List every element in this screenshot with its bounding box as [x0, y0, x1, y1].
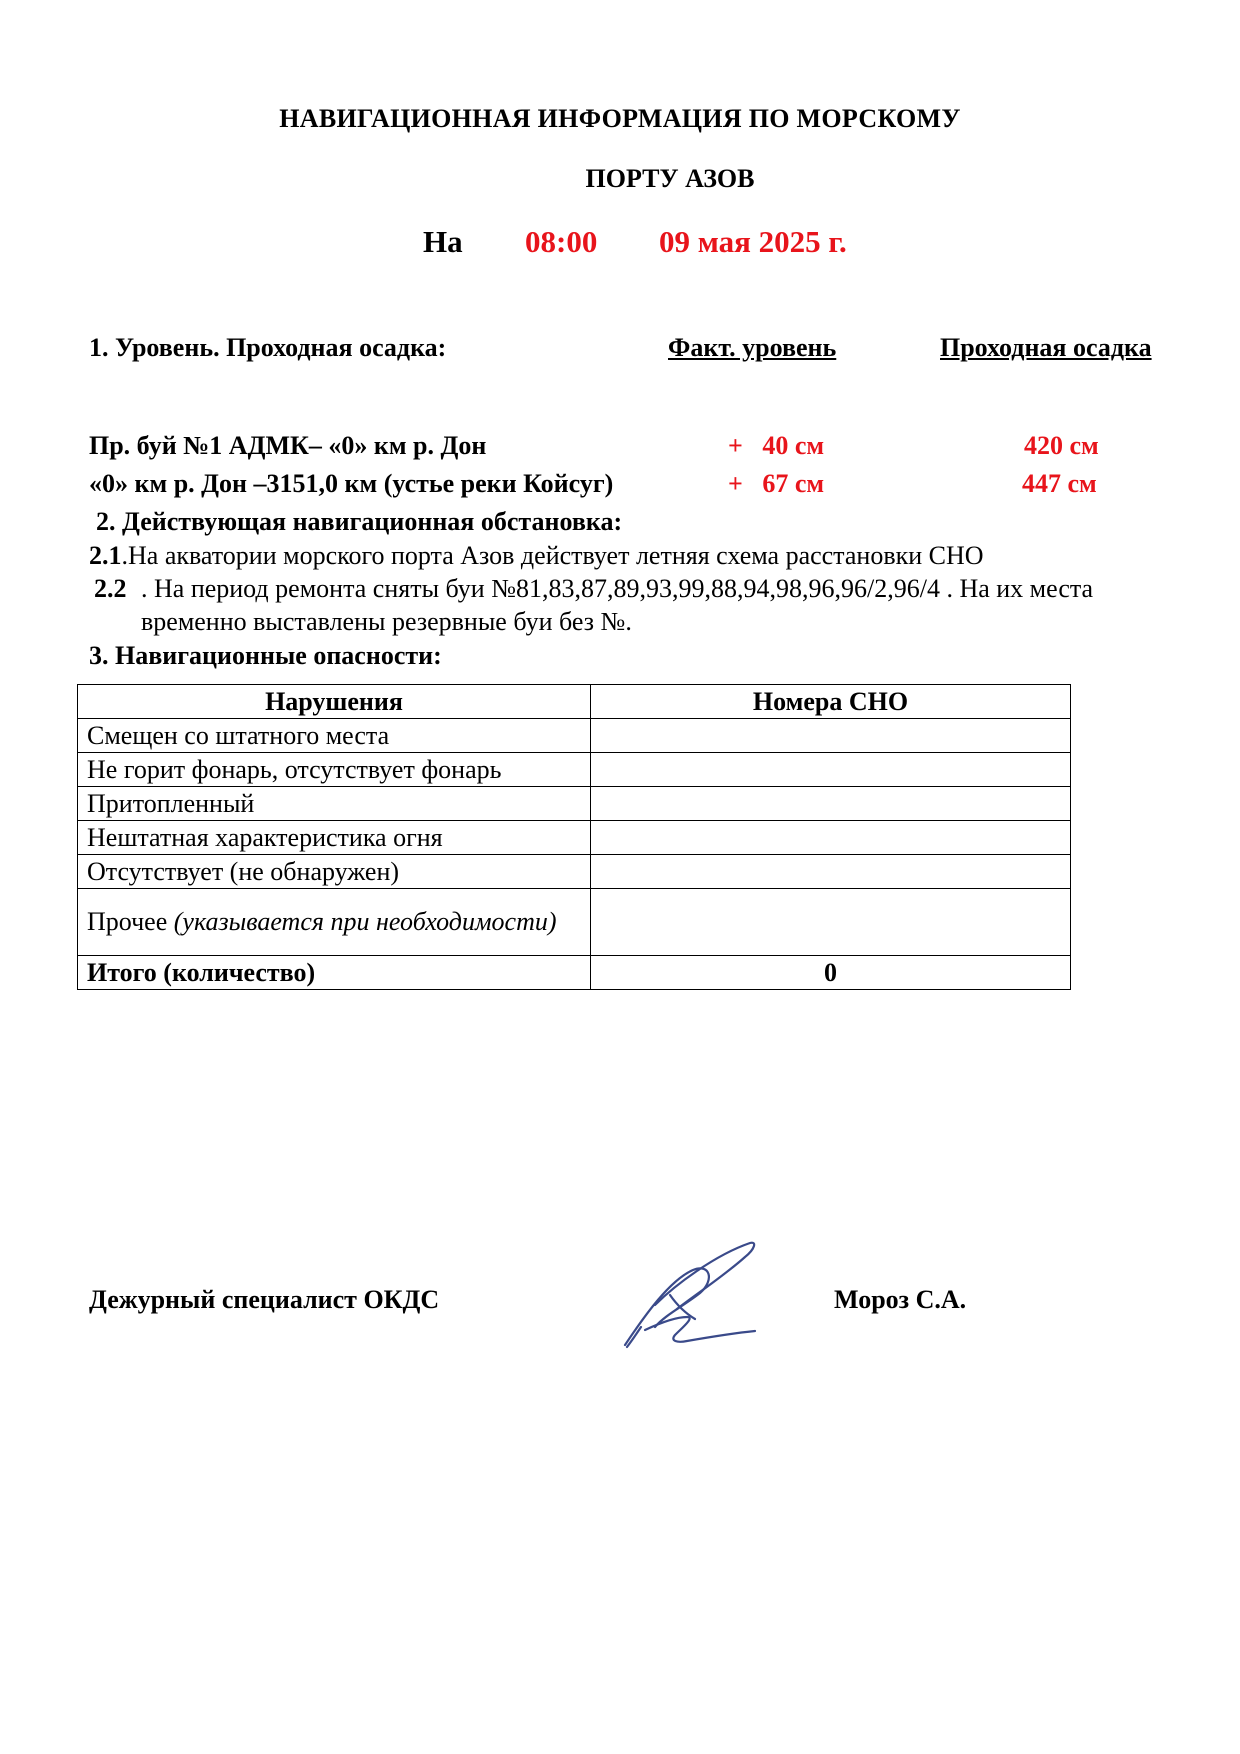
column-heading-level: Факт. уровень	[668, 333, 837, 362]
item-2-2-text: . На период ремонта сняты буи №81,83,87,89,93,99,88,94,98,96,96/2,96/4 . На их места	[141, 574, 1094, 603]
numbers-cell	[591, 889, 1071, 956]
title-line-1: НАВИГАЦИОННАЯ ИНФОРМАЦИЯ ПО МОРСКОМУ	[279, 104, 961, 133]
numbers-cell	[591, 855, 1071, 889]
table-header-numbers: Номера СНО	[591, 685, 1071, 719]
other-violation-cell	[78, 889, 591, 956]
duty-specialist-role: Дежурный специалист ОКДС	[89, 1285, 440, 1314]
table-row	[78, 753, 1071, 787]
title-line-2: ПОРТУ АЗОВ	[585, 164, 755, 193]
violation-cell: Смещен со штатного места	[78, 719, 591, 753]
violation-cell: Не горит фонарь, отсутствует фонарь	[78, 753, 591, 787]
item-2-2-text-cont: временно выставлены резервные буи без №.	[141, 607, 632, 636]
violation-cell: Притопленный	[78, 787, 591, 821]
section-1-heading: 1. Уровень. Проходная осадка:	[89, 333, 447, 362]
numbers-cell	[591, 753, 1071, 787]
numbers-cell	[591, 821, 1071, 855]
signature-image	[615, 1235, 775, 1355]
table-row-other	[78, 889, 1071, 956]
table-header-row	[78, 685, 1071, 719]
report-time: 08:00	[525, 224, 598, 259]
table-header-violations: Нарушения	[78, 685, 591, 719]
duty-specialist-name: Мороз С.А.	[834, 1285, 967, 1314]
draft-row-value: 447 см	[1022, 469, 1097, 498]
column-heading-draft: Проходная осадка	[940, 333, 1152, 362]
numbers-cell	[591, 787, 1071, 821]
total-value: 0	[591, 956, 1071, 990]
hazards-table	[77, 684, 1071, 990]
item-2-1	[89, 541, 984, 571]
item-2-2-number: 2.2	[94, 574, 127, 603]
table-row	[78, 719, 1071, 753]
section-3-heading: 3. Навигационные опасности:	[89, 641, 442, 670]
violation-cell: Отсутствует (не обнаружен)	[78, 855, 591, 889]
draft-row-value: 420 см	[1024, 431, 1099, 460]
item-2-1-text: .На акватории морского порта Азов действует летняя схема расстановки СНО	[121, 541, 984, 570]
table-row-total	[78, 956, 1071, 990]
level-row-label: «0» км р. Дон –3151,0 км (устье реки Койсуг)	[89, 469, 614, 498]
section-2-heading: 2. Действующая навигационная обстановка:	[96, 507, 623, 536]
table-row	[78, 787, 1071, 821]
other-label: Прочее	[87, 907, 174, 936]
total-label: Итого (количество)	[78, 956, 591, 990]
report-date: 09 мая 2025 г.	[659, 224, 847, 259]
violation-cell: Нештатная характеристика огня	[78, 821, 591, 855]
date-prefix: На	[423, 224, 463, 259]
numbers-cell	[591, 719, 1071, 753]
item-2-1-number: 2.1	[89, 541, 122, 570]
level-row-label: Пр. буй №1 АДМК– «0» км р. Дон	[89, 431, 487, 460]
table-row	[78, 821, 1071, 855]
level-row-value: + 40 см	[728, 431, 825, 460]
table-row	[78, 855, 1071, 889]
other-note: (указывается при необходимости)	[173, 907, 557, 936]
level-row-value: + 67 см	[728, 469, 825, 498]
